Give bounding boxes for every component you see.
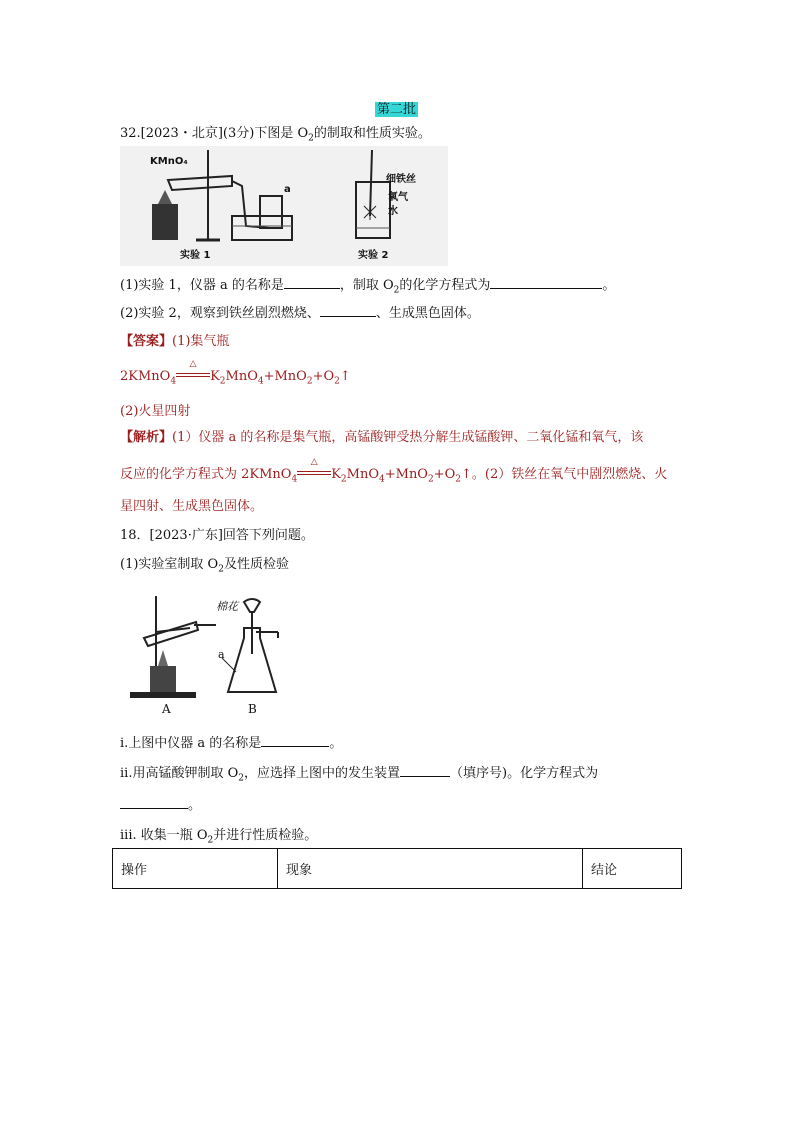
q18-iii: iii. 收集一瓶 $O_2$并进行性质检验。 [120, 828, 318, 846]
answer-blank [490, 276, 602, 289]
fig1-label-a: a [284, 184, 291, 195]
q18-apparatus-figure [126, 592, 286, 716]
delivery-tube-icon [232, 181, 270, 228]
q32-analysis-line1: 【解析】(1）仪器 a 的名称是集气瓶，高锰酸钾受热分解生成锰酸钾、二氧化锰和氧气，该 [120, 430, 644, 445]
cotton-label: 棉花 [216, 600, 238, 613]
kmno4-label: KMnO₄ [150, 156, 188, 167]
iron-wire-label: 细铁丝 [386, 174, 416, 185]
q32-analysis-line3: 星四射、生成黑色固体。 [120, 499, 264, 514]
q18-ii: ii.用高锰酸钾制取 $O_2$，应选择上图中的发生装置 （填序号)。化学方程式为 [120, 766, 599, 784]
header-phenomenon: 现象 [278, 849, 583, 889]
batch-heading: 第二批 [377, 102, 417, 117]
apparatus-B-label: B [248, 702, 257, 716]
q18-ii-cont: 。 [120, 794, 201, 813]
q32-analysis-line2: 反应的化学方程式为 2KMnO$_4$ △ $K_2MnO_4+MnO_2+O_2↑$。(2）铁丝在氧气中剧烈燃烧、火 [120, 457, 668, 485]
q32-answer-equation: 2KMnO$_4$ △ $K_2MnO_4+MnO_2+O_2↑$ [120, 359, 351, 387]
test-tube-icon [168, 176, 232, 190]
alcohol-lamp-icon [150, 666, 176, 692]
answer-blank [400, 764, 450, 777]
q32-sub2: (2)实验 2，观察到铁丝剧烈燃烧、 、生成黑色固体。 [120, 306, 480, 321]
table-header-row [113, 849, 682, 889]
header-operation: 操作 [113, 849, 278, 889]
apparatus-A-label: A [162, 702, 171, 716]
fig2-label-a: a [218, 648, 225, 661]
gas-jar-icon [260, 196, 282, 228]
answer-blank [284, 276, 340, 289]
q18-part1: (1)实验室制取 $O_2$及性质检验 [120, 557, 289, 575]
funnel-icon [244, 599, 260, 612]
q32-apparatus-figure [120, 146, 448, 266]
reaction-arrow: △ [176, 368, 210, 380]
answer-blank [261, 734, 329, 747]
q18-stem: 18．[2023·广东]回答下列问题。 [120, 528, 314, 543]
answer-blank [120, 796, 188, 809]
observation-table [112, 848, 682, 889]
q32-answer-1: 【答案】(1)集气瓶 [120, 334, 230, 349]
q32-sub1: (1)实验 1，仪器 a 的名称是 ，制取 $O_2$的化学方程式为 。 [120, 278, 616, 296]
q18-apparatus-drawing [126, 592, 286, 716]
exp1-caption: 实验 1 [180, 250, 211, 261]
alcohol-lamp-icon [152, 204, 178, 240]
test-tube-icon [144, 622, 198, 646]
oxygen-label: 氧气 [388, 192, 408, 203]
q32-answer-2: (2)火星四射 [120, 404, 191, 419]
oxygen-bottle-icon [356, 182, 390, 238]
q18-i: i.上图中仪器 a 的名称是 。 [120, 736, 343, 751]
answer-blank [320, 304, 376, 317]
water-label: 水 [388, 206, 398, 217]
q32-stem: 32.[2023・北京](3分)下图是 $O_2$的制取和性质实验。 [120, 126, 431, 144]
header-conclusion: 结论 [583, 849, 682, 889]
exp2-caption: 实验 2 [358, 250, 389, 261]
